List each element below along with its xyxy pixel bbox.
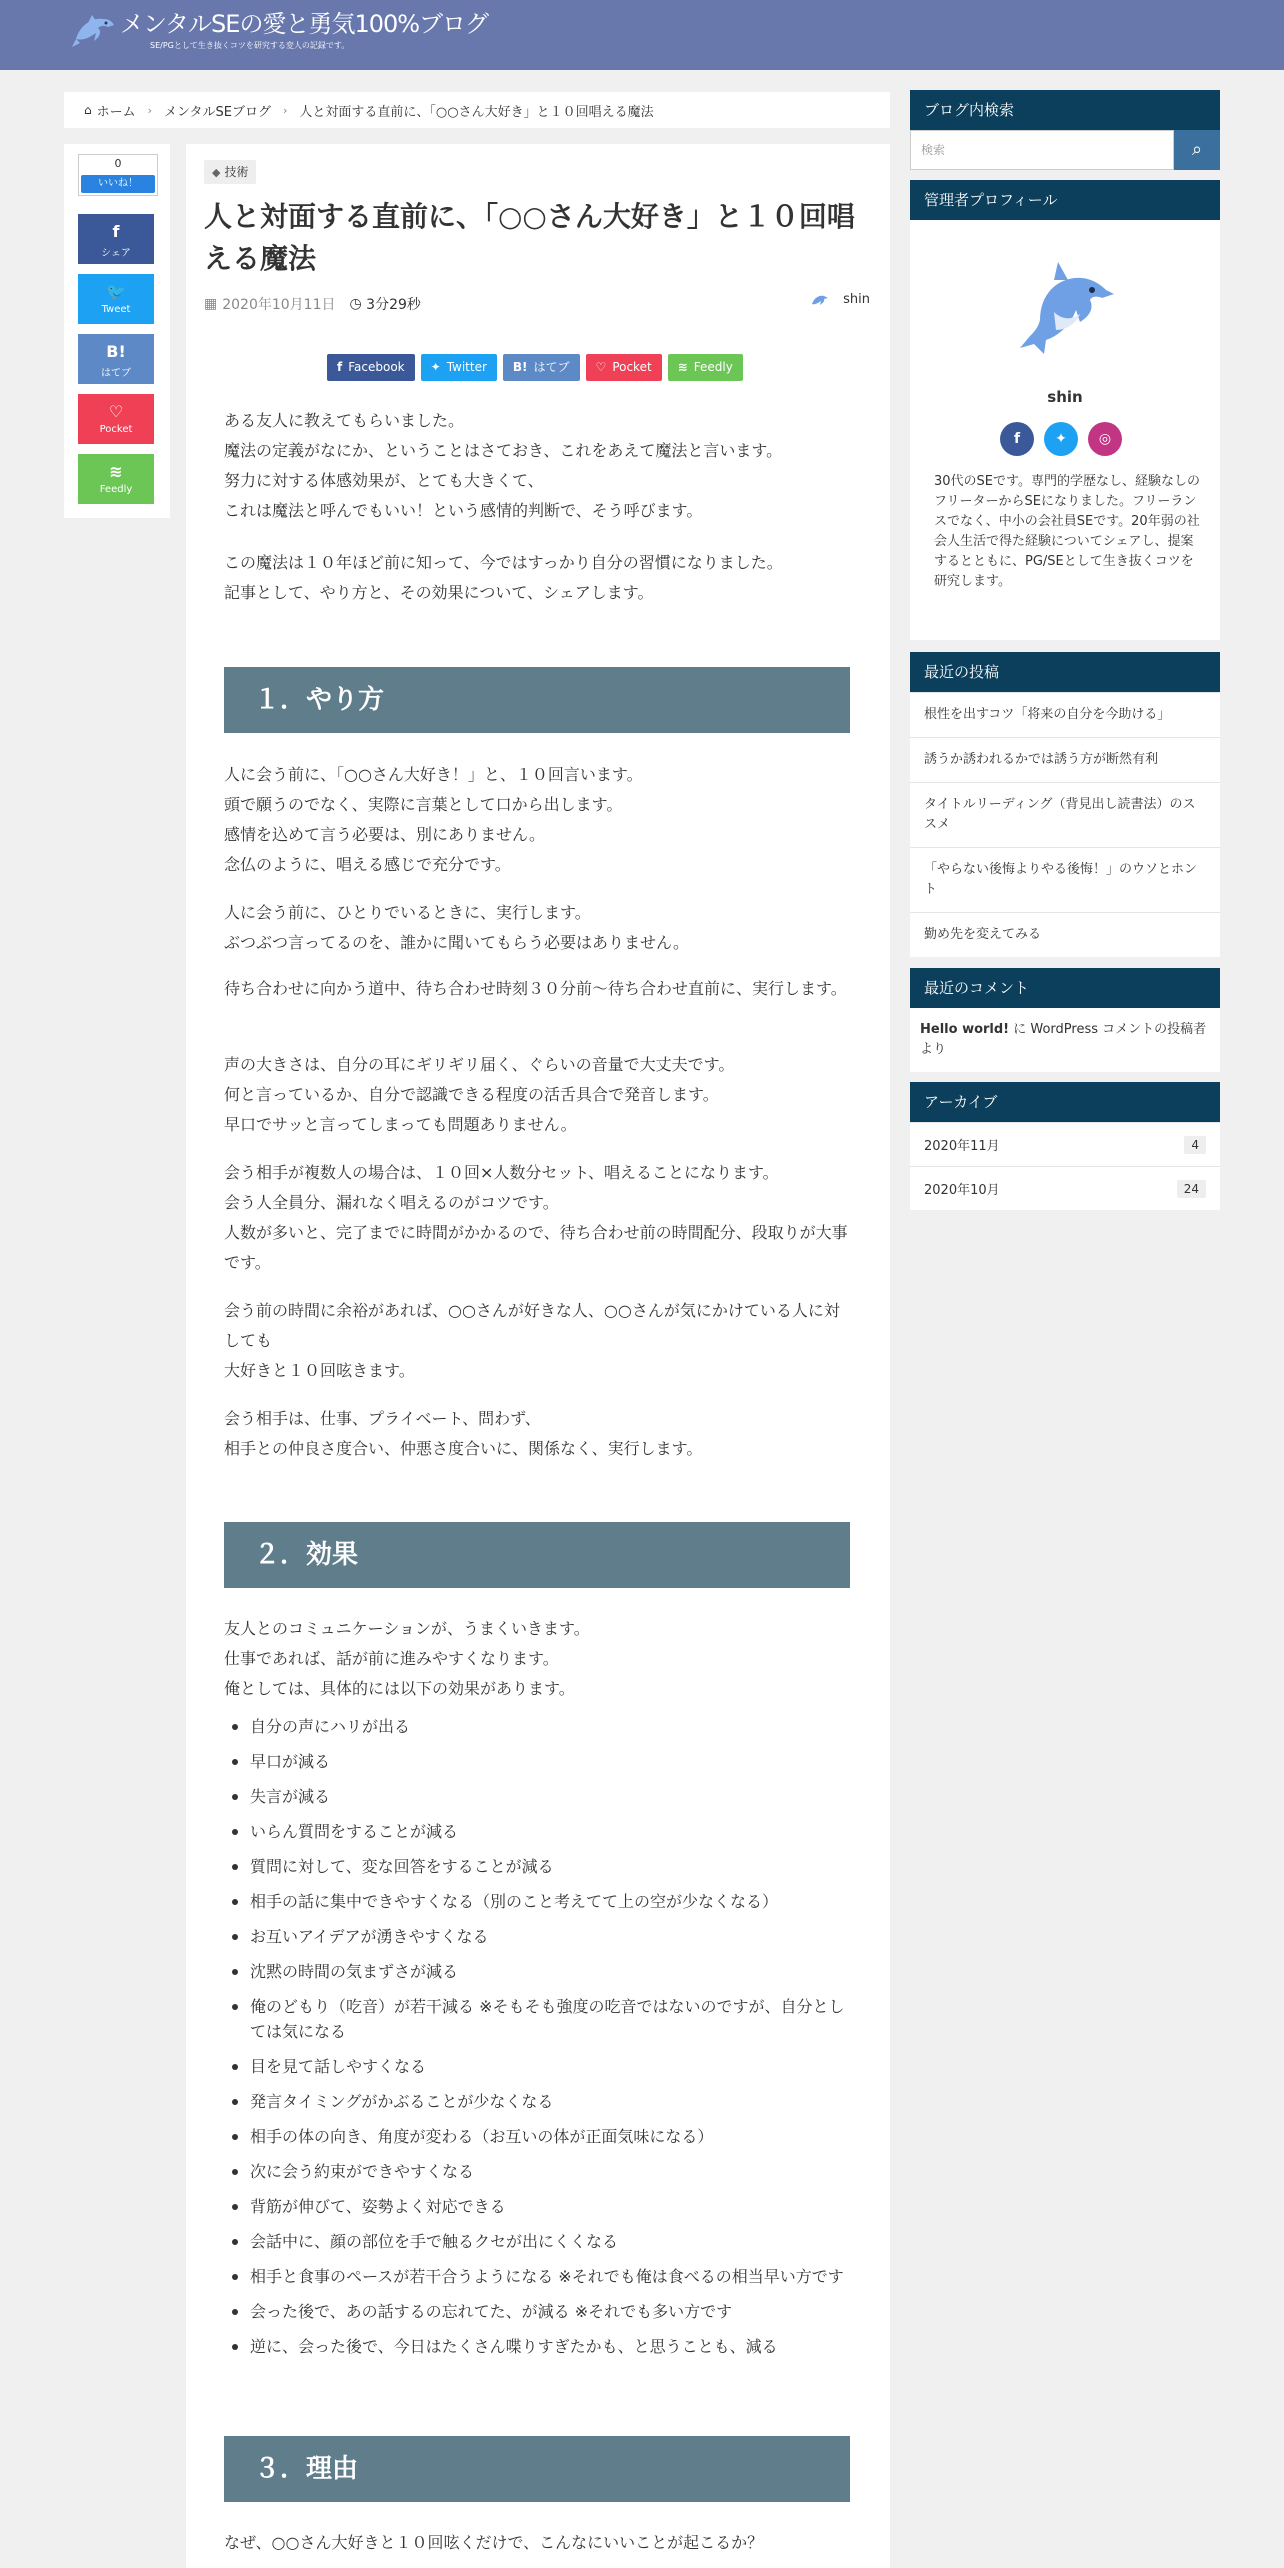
- method-paragraph-6: [224, 1296, 854, 1386]
- list-item: 質問に対して、変な回答をすることが減る: [224, 1854, 854, 1879]
- list-item: 相手の体の向き、角度が変わる（お互いの体が正面気味になる）: [224, 2124, 854, 2149]
- profile-widget-title: 管理者プロフィール: [910, 180, 1220, 220]
- read-time: 3分29秒: [366, 297, 421, 313]
- heading-method: １．やり方: [224, 667, 850, 733]
- profile-description: 30代のSEです。専門的学歴なし、経験なしのフリーターからSEになりました。フリーランスでなく、中小の会社員SEです。20年弱の社会人生活で得た経験についてシェアし、提案するとともに、PG/SEとして生き抜くコツを研究します。: [934, 474, 1200, 589]
- share-hatena-button[interactable]: [503, 354, 580, 381]
- breadcrumb-chevron-icon: ›: [147, 103, 153, 117]
- method-paragraph-7: [224, 1404, 854, 1464]
- recent-post-link[interactable]: 勤め先を変えてみる: [910, 912, 1220, 957]
- breadcrumb-chevron-icon: ›: [283, 103, 288, 117]
- pocket-icon: ♡: [595, 360, 607, 374]
- text-line: ある友人に教えてもらいました。: [224, 411, 465, 430]
- intro-paragraph-1: [224, 406, 854, 526]
- text-line: 頭で願うのでなく、実際に言葉として口から出します。: [224, 795, 623, 814]
- comment-text: に WordPress コメントの投稿者 より: [920, 1022, 1207, 1057]
- share-twitter-button[interactable]: [78, 274, 154, 324]
- share-feedly-button[interactable]: [78, 454, 154, 504]
- profile-name: shin: [1047, 388, 1083, 406]
- share-button-row: [327, 354, 743, 381]
- heading-effect: ２．効果: [224, 1522, 850, 1588]
- archive-widget: [910, 1082, 1220, 1210]
- archive-count: 24: [1177, 1180, 1206, 1198]
- home-icon: ⌂: [84, 103, 92, 117]
- text-line: 感情を込めて言う必要は、別にありません。: [224, 825, 545, 844]
- site-tagline: SE/PGとして生き抜くコツを研究する変人の記録です。: [150, 41, 350, 50]
- post-title: 人と対面する直前に、「○○さん大好き」と１０回唱える魔法: [204, 200, 855, 275]
- site-logo[interactable]: [70, 10, 488, 51]
- feedly-icon: ≋: [109, 462, 123, 481]
- twitter-icon: 🐦: [106, 282, 126, 301]
- recent-post-link[interactable]: 誘うか誘われるかでは誘う方が断然有利: [910, 737, 1220, 782]
- profile-widget: [910, 180, 1220, 640]
- archive-link[interactable]: [910, 1166, 1220, 1210]
- share-twitter-label: Tweet: [101, 304, 131, 315]
- facebook-icon: f: [337, 360, 343, 374]
- list-item: 発言タイミングがかぶることが少なくなる: [224, 2089, 854, 2114]
- site-header: [0, 0, 1284, 70]
- feedly-icon: ≋: [677, 360, 688, 374]
- calendar-icon: ▦: [204, 296, 218, 312]
- article: [186, 144, 890, 2568]
- text-line: 会う相手が複数人の場合は、１０回×人数分セット、唱えることになります。: [224, 1163, 779, 1182]
- share-facebook-button[interactable]: [78, 214, 154, 264]
- search-button[interactable]: [1174, 130, 1220, 170]
- text-line: 努力に対する体感効果が、とても大きくて、: [224, 471, 544, 490]
- list-item: 自分の声にハリが出る: [224, 1714, 854, 1739]
- recent-post-link[interactable]: 「やらない後悔よりやる後悔！」のウソとホント: [910, 847, 1220, 912]
- tag-icon: ◆: [212, 166, 221, 179]
- dolphin-avatar: [1010, 250, 1120, 360]
- archive-title: アーカイブ: [910, 1082, 1220, 1122]
- text-line: ぶつぶつ言ってるのを、誰かに聞いてもらう必要はありません。: [224, 933, 689, 952]
- text-line: 大好きと１０回呟きます。: [224, 1361, 415, 1380]
- text-line: 会う相手は、仕事、プライベート、問わず、: [224, 1409, 541, 1428]
- breadcrumb-current: 人と対面する直前に、「○○さん大好き」と１０回唱える魔法: [299, 104, 654, 120]
- author-dolphin-icon: [811, 293, 829, 307]
- recent-posts-widget: [910, 652, 1220, 957]
- like-count: 0: [114, 157, 122, 170]
- share-pocket-label: Pocket: [612, 360, 652, 374]
- list-item: 失言が減る: [224, 1784, 854, 1809]
- hatena-icon: B!: [106, 342, 126, 361]
- recent-comment: [910, 1008, 1220, 1072]
- text-line: 人に会う前に、ひとりでいるときに、実行します。: [224, 903, 591, 922]
- list-item: いらん質問をすることが減る: [224, 1819, 854, 1844]
- method-paragraph-1: [224, 760, 854, 880]
- search-widget: [910, 90, 1220, 170]
- heading-reason: ３．理由: [224, 2436, 850, 2502]
- category-label: 技術: [224, 165, 249, 179]
- text-line: 会う前の時間に余裕があれば、○○さんが好きな人、○○さんが気にかけている人に対しても: [224, 1301, 840, 1350]
- breadcrumb-home[interactable]: ホーム: [96, 104, 136, 120]
- share-feedly-button[interactable]: [668, 354, 743, 381]
- list-item: 背筋が伸びて、姿勢よく対応できる: [224, 2194, 854, 2219]
- list-item: 俺のどもり（吃音）が若干減る ※そもそも強度の吃音ではないのですが、自分としては気になる: [224, 1994, 854, 2044]
- share-column: [64, 144, 170, 518]
- share-feedly-label: Feedly: [99, 484, 133, 495]
- breadcrumb: [64, 92, 890, 128]
- recent-post-link[interactable]: 根性を出すコツ「将来の自分を今助ける」: [910, 692, 1220, 737]
- archive-link[interactable]: [910, 1122, 1220, 1166]
- method-paragraph-2: [224, 898, 854, 958]
- text-line: 魔法の定義がなにか、ということはさておき、これをあえて魔法と言います。: [224, 441, 783, 460]
- archive-label: 2020年11月: [924, 1139, 1000, 1154]
- dolphin-logo-icon: [70, 11, 116, 51]
- list-item: お互いアイデアが湧きやすくなる: [224, 1924, 854, 1949]
- recent-posts-title: 最近の投稿: [910, 652, 1220, 692]
- text-line: これは魔法と呼んでもいい！という感情的判断で、そう呼びます。: [224, 501, 703, 520]
- text-line: 記事として、やり方と、その効果について、シェアします。: [224, 583, 654, 602]
- list-item: 会話中に、顔の部位を手で触るクセが出にくくなる: [224, 2229, 854, 2254]
- archive-label: 2020年10月: [924, 1183, 1000, 1198]
- text-line: 人に会う前に、「○○さん大好き！」と、１０回言います。: [224, 765, 643, 784]
- text-line: 会う人全員分、漏れなく唱えるのがコツです。: [224, 1193, 559, 1212]
- text-line: 相手との仲良さ度合い、仲悪さ度合いに、関係なく、実行します。: [224, 1439, 703, 1458]
- text-line: 声の大きさは、自分の耳にギリギリ届く、ぐらいの音量で大丈夫です。: [224, 1055, 735, 1074]
- author-name: shin: [843, 292, 870, 307]
- post-author[interactable]: [811, 292, 870, 307]
- recent-post-link[interactable]: タイトルリーディング（背見出し読書法）のススメ: [910, 782, 1220, 847]
- text-line: 何と言っているか、自分で認識できる程度の活舌具合で発音します。: [224, 1085, 719, 1104]
- method-paragraph-4: [224, 1050, 854, 1140]
- share-pocket-button[interactable]: [78, 394, 154, 444]
- clock-icon: ◷: [349, 296, 367, 312]
- share-feedly-label: Feedly: [693, 360, 733, 374]
- recent-comments-widget: [910, 968, 1220, 1072]
- list-item: 目を見て話しやすくなる: [224, 2054, 854, 2079]
- share-facebook-label: シェア: [101, 248, 131, 259]
- facebook-icon[interactable]: f: [1000, 422, 1034, 456]
- post-date: 2020年10月11日: [222, 297, 336, 313]
- text-line: この魔法は１０年ほど前に知って、今ではすっかり自分の習慣になりました。: [224, 553, 783, 572]
- text-line: 俺としては、具体的には以下の効果があります。: [224, 1679, 575, 1698]
- list-item: 逆に、会った後で、今日はたくさん喋りすぎたかも、と思うことも、減る: [224, 2334, 854, 2359]
- post-meta: [204, 294, 421, 314]
- like-box: [78, 154, 158, 196]
- twitter-icon: ✦: [430, 360, 441, 374]
- share-facebook-label: Facebook: [348, 360, 405, 374]
- search-widget-title: ブログ内検索: [910, 90, 1220, 130]
- category-badge[interactable]: [204, 160, 256, 184]
- share-hatena-button[interactable]: [78, 334, 154, 384]
- comment-post-link[interactable]: Hello world!: [920, 1022, 1010, 1037]
- share-facebook-button[interactable]: [327, 354, 415, 381]
- list-item: 相手と食事のペースが若干合うようになる ※それでも俺は食べるの相当早い方です: [224, 2264, 854, 2289]
- social-links: [1000, 422, 1122, 456]
- search-input[interactable]: [910, 130, 1174, 170]
- like-button[interactable]: いいね！: [81, 175, 155, 193]
- text-line: 友人とのコミュニケーションが、うまくいきます。: [224, 1619, 590, 1638]
- instagram-icon[interactable]: ◎: [1088, 422, 1122, 456]
- text-line: 早口でサッと言ってしまっても問題ありません。: [224, 1115, 577, 1134]
- recent-comments-title: 最近のコメント: [910, 968, 1220, 1008]
- pocket-icon: ♡: [108, 402, 124, 421]
- breadcrumb-category[interactable]: メンタルSEブログ: [164, 104, 271, 120]
- text-line: 人数が多いと、完了までに時間がかかるので、待ち合わせ前の時間配分、段取りが大事です。: [224, 1223, 848, 1272]
- share-hatena-label: はてブ: [533, 360, 570, 374]
- list-item: 早口が減る: [224, 1749, 854, 1774]
- share-twitter-button[interactable]: [421, 354, 497, 381]
- share-twitter-label: Twitter: [446, 360, 487, 374]
- site-title[interactable]: メンタルSEの愛と勇気100%ブログ: [120, 10, 489, 38]
- list-item: 沈黙の時間の気まずさが減る: [224, 1959, 854, 1984]
- search-icon: ⌕: [1191, 139, 1203, 160]
- share-pocket-button[interactable]: [586, 354, 662, 381]
- facebook-icon: f: [112, 222, 120, 241]
- text-line: 仕事であれば、話が前に進みやすくなります。: [224, 1649, 559, 1668]
- list-item: 次に会う約束ができやすくなる: [224, 2159, 854, 2184]
- share-pocket-label: Pocket: [99, 424, 133, 435]
- hatena-icon: B!: [512, 360, 528, 374]
- share-hatena-label: はてブ: [101, 368, 131, 379]
- method-paragraph-5: [224, 1158, 854, 1278]
- effect-intro: [224, 1614, 854, 1704]
- archive-count: 4: [1184, 1136, 1206, 1154]
- method-paragraph-3: 待ち合わせに向かう道中、待ち合わせ時刻３０分前〜待ち合わせ直前に、実行します。: [224, 979, 847, 998]
- intro-paragraph-2: [224, 548, 854, 608]
- twitter-icon[interactable]: ✦: [1044, 422, 1078, 456]
- text-line: 念仏のように、唱える感じで充分です。: [224, 855, 511, 874]
- list-item: 会った後で、あの話するの忘れてた、が減る ※それでも多い方です: [224, 2299, 854, 2324]
- list-item: 相手の話に集中できやすくなる（別のこと考えてて上の空が少なくなる）: [224, 1889, 854, 1914]
- reason-intro: なぜ、○○さん大好きと１０回呟くだけで、こんなにいいことが起こるか？: [224, 2533, 764, 2552]
- effect-list: [224, 1714, 854, 2369]
